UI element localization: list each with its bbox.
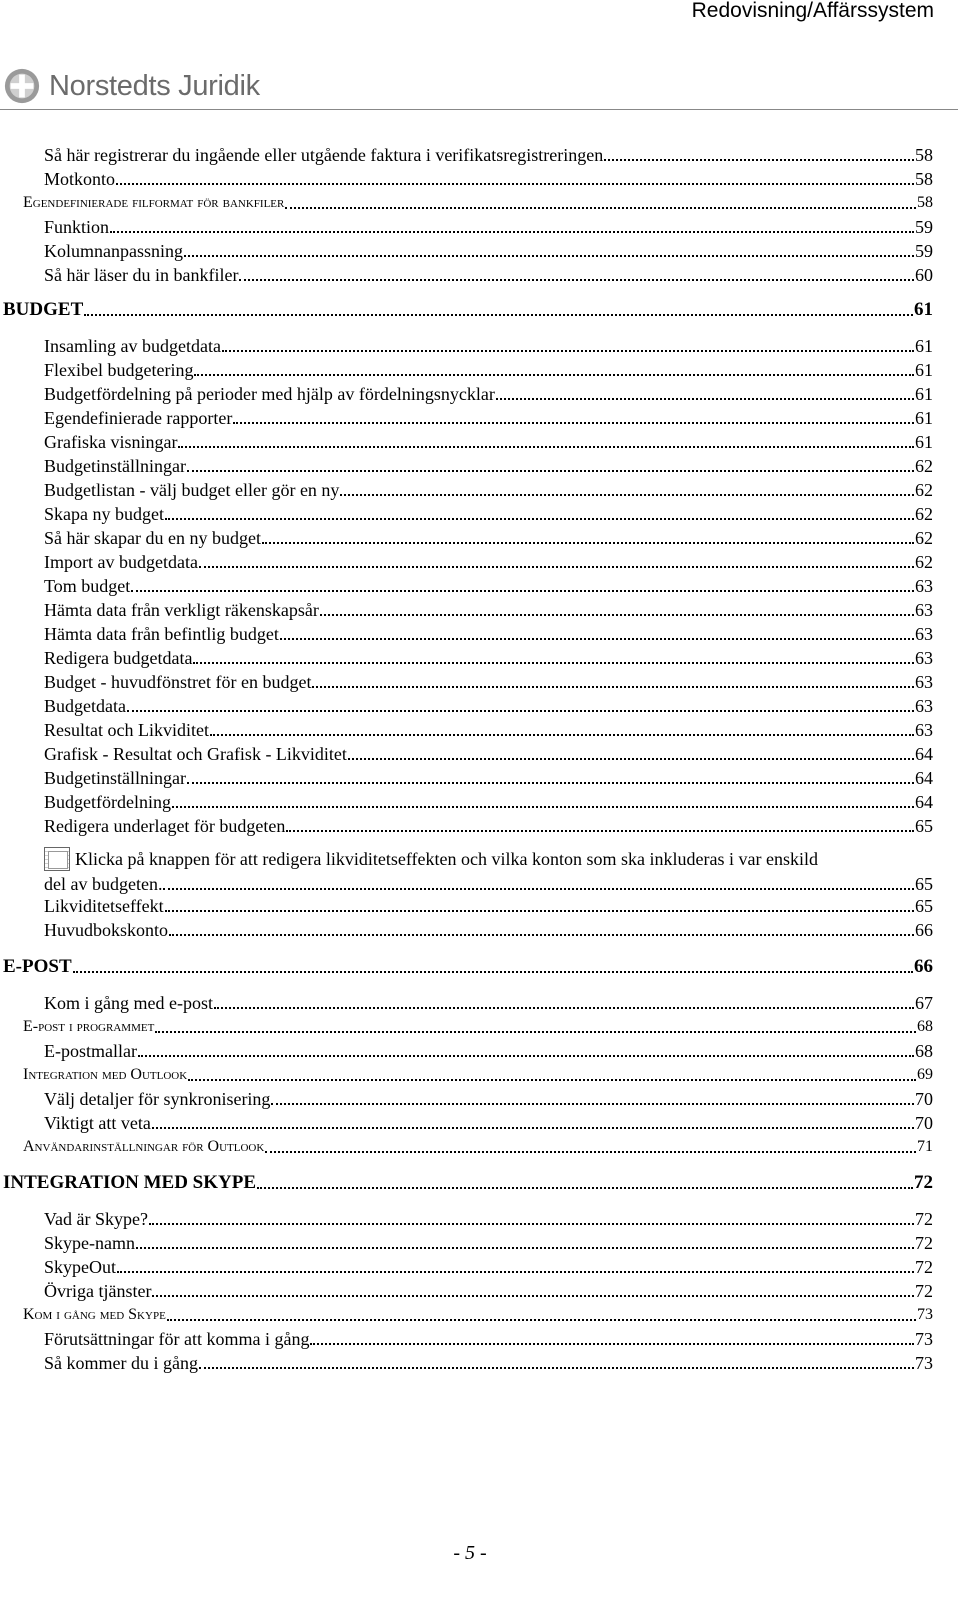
toc-entry[interactable]	[44, 406, 933, 430]
toc-entry-title: Redigera underlaget för budgeten	[44, 816, 286, 836]
toc-entry[interactable]	[44, 334, 933, 358]
toc-entry-title: Så här läser du in bankfiler	[44, 265, 239, 285]
toc-entry-page: 64	[915, 768, 933, 788]
dot-leader	[136, 1247, 914, 1249]
toc-entry-title: Flexibel budgetering	[44, 360, 194, 380]
toc-entry-title: Välj detaljer för synkronisering	[44, 1089, 271, 1109]
toc-entry-title: Integration med Outlook	[23, 1066, 188, 1083]
dot-leader	[199, 566, 914, 568]
dot-leader	[152, 1127, 914, 1129]
dot-leader	[169, 934, 914, 936]
dot-leader	[285, 207, 916, 209]
toc-entry-title: Funktion	[44, 217, 110, 237]
dot-leader	[178, 446, 914, 448]
toc-entry[interactable]	[44, 478, 933, 502]
toc-entry-title: Förutsättningar för att komma i gång	[44, 1329, 310, 1349]
toc-entry-page: 68	[915, 1041, 933, 1061]
toc-entry-page: 58	[915, 145, 933, 165]
dot-leader	[127, 710, 914, 712]
toc-entry-page: 73	[915, 1329, 933, 1349]
toc-entry-title: INTEGRATION MED SKYPE	[3, 1172, 257, 1193]
toc-entry[interactable]	[44, 646, 933, 670]
toc-entry-title: Budgetfördelning	[44, 792, 171, 812]
dot-leader	[184, 255, 914, 257]
toc-entry-page: 64	[915, 744, 933, 764]
toc-entry-page: 62	[915, 552, 933, 572]
toc-entry-title: Motkonto	[44, 169, 116, 189]
toc-entry[interactable]	[44, 814, 933, 838]
toc-entry-title: Insamling av budgetdata	[44, 336, 221, 356]
toc-entry-page: 71	[917, 1138, 933, 1155]
toc-entry[interactable]	[44, 550, 933, 574]
dot-leader	[312, 686, 914, 688]
toc-entry-title: E-post i programmet	[23, 1018, 155, 1035]
toc-entry-title: Vad är Skype?	[44, 1209, 148, 1229]
dot-leader	[163, 888, 914, 890]
toc-entry[interactable]	[44, 526, 933, 550]
toc-entry[interactable]	[44, 622, 933, 646]
toc-entry-page: 59	[915, 217, 933, 237]
toc-chapter-entry[interactable]	[3, 1171, 933, 1195]
toc-entry[interactable]	[44, 215, 933, 239]
toc-entry-page: 73	[917, 1306, 933, 1323]
toc-entry[interactable]	[44, 742, 933, 766]
toc-entry-page: 68	[917, 1018, 933, 1035]
toc-entry-title: Skype-namn	[44, 1233, 135, 1253]
toc-entry[interactable]	[44, 1255, 933, 1279]
toc-entry-page: 63	[915, 576, 933, 596]
toc-entry[interactable]	[44, 454, 933, 478]
toc-entry-page: 70	[915, 1113, 933, 1133]
dot-leader	[187, 782, 914, 784]
toc-section-entry[interactable]	[23, 1063, 933, 1087]
dot-leader	[155, 1031, 916, 1033]
dot-leader	[194, 374, 914, 376]
toc-entry[interactable]	[44, 143, 933, 167]
toc-entry[interactable]	[44, 263, 933, 287]
toc-entry-title: Kom i gång med e-post	[44, 993, 213, 1013]
dot-leader	[210, 734, 914, 736]
toc-section-entry[interactable]	[23, 191, 933, 215]
toc-entry-title: Övriga tjänster	[44, 1281, 152, 1301]
toc-entry[interactable]	[44, 694, 933, 718]
toc-entry[interactable]	[44, 846, 933, 896]
toc-entry-title: Så här skapar du en ny budget	[44, 528, 261, 548]
toc-entry-page: 72	[914, 1172, 933, 1193]
toc-entry-title: Användarinställningar för Outlook	[23, 1138, 265, 1155]
toc-entry-title: Budgetlistan - välj budget eller gör en ny	[44, 480, 340, 500]
toc-entry-page: 69	[917, 1066, 933, 1083]
toc-entry-page: 62	[915, 528, 933, 548]
dot-leader	[193, 662, 914, 664]
toc-entry[interactable]	[44, 167, 933, 191]
toc-entry-title: E-POST	[3, 956, 72, 977]
toc-entry-page: 61	[915, 336, 933, 356]
toc-entry[interactable]	[44, 766, 933, 790]
toc-entry-page: 63	[915, 624, 933, 644]
toc-entry-page: 61	[915, 360, 933, 380]
toc-entry[interactable]	[44, 382, 933, 406]
dot-leader	[110, 231, 914, 233]
toc-entry[interactable]	[44, 918, 933, 942]
toc-entry-page: 61	[915, 432, 933, 452]
toc-entry-page: 58	[915, 169, 933, 189]
toc-entry[interactable]	[44, 358, 933, 382]
toc-entry-page: 63	[915, 696, 933, 716]
dot-leader	[73, 971, 913, 973]
toc-entry-title: Egendefinierade filformat för bankfiler	[23, 194, 285, 211]
dot-leader	[214, 1007, 914, 1009]
toc-entry-title: Så kommer du i gång	[44, 1353, 198, 1373]
toc-entry-page: 65	[915, 874, 933, 894]
toc-entry-title: Kom i gång med Skype	[23, 1306, 166, 1323]
toc-entry-title: Hämta data från befintlig budget	[44, 624, 279, 644]
toc-entry-page: 63	[915, 720, 933, 740]
dot-leader	[117, 1271, 914, 1273]
toc-entry-title: Budgetdata	[44, 696, 126, 716]
dot-leader	[271, 1103, 914, 1105]
dot-leader	[149, 1223, 914, 1225]
toc-entry-title: Budgetinställningar	[44, 456, 186, 476]
toc-entry-title: Skapa ny budget	[44, 504, 164, 524]
toc-entry-page: 72	[915, 1209, 933, 1229]
dot-leader	[340, 494, 914, 496]
toc-entry-page: 72	[915, 1233, 933, 1253]
dot-leader	[152, 1295, 914, 1297]
toc-entry-page: 62	[915, 504, 933, 524]
toc-entry-page: 67	[915, 993, 933, 1013]
page-number: - 5 -	[453, 1542, 487, 1564]
toc-entry[interactable]	[44, 239, 933, 263]
dot-leader	[84, 314, 913, 316]
toc-entry-page: 59	[915, 241, 933, 261]
toc-entry-title: Kolumnanpassning	[44, 241, 183, 261]
dot-leader	[199, 1367, 914, 1369]
toc-entry[interactable]	[44, 1351, 933, 1375]
logo-wordmark: Norstedts Juridik	[49, 69, 260, 102]
toc-entry-title: E-postmallar	[44, 1041, 137, 1061]
toc-entry-page: 72	[915, 1257, 933, 1277]
toc-entry-page: 58	[917, 194, 933, 211]
toc-entry[interactable]	[44, 502, 933, 526]
toc-entry-page: 60	[915, 265, 933, 285]
dot-leader	[233, 422, 914, 424]
toc-entry-title: BUDGET	[3, 299, 84, 320]
toc-entry-title: Budgetfördelning på perioder med hjälp av fördelningsnycklar	[44, 384, 495, 404]
toc-entry-title: Tom budget	[44, 576, 131, 596]
toc-entry-page: 65	[915, 896, 933, 916]
dot-leader	[187, 470, 914, 472]
running-header-title: Redovisning/Affärssystem	[691, 0, 934, 22]
toc-entry-title: Egendefinierade rapporter	[44, 408, 233, 428]
dot-leader	[604, 159, 914, 161]
toc-entry-title: Viktigt att veta	[44, 1113, 151, 1133]
toc-entry-page: 66	[914, 956, 933, 977]
toc-entry[interactable]	[44, 1207, 933, 1231]
toc-entry[interactable]	[44, 1231, 933, 1255]
toc-section-entry[interactable]	[23, 1015, 933, 1039]
toc-entry-page: 61	[915, 384, 933, 404]
toc-entry[interactable]	[44, 790, 933, 814]
toc-entry-title: Så här registrerar du ingående eller utgående faktura i verifikatsregistreringen	[44, 145, 604, 165]
toc-entry-title: Budgetinställningar	[44, 768, 186, 788]
toc-entry-title: Likviditetseffekt	[44, 896, 164, 916]
dot-leader	[131, 590, 914, 592]
toc-entry-title-continued: del av budgeten.	[44, 874, 163, 894]
dot-leader	[286, 830, 914, 832]
toc-entry-page: 66	[915, 920, 933, 940]
toc-entry-title: Import av budgetdata	[44, 552, 198, 572]
toc-entry-title: Budget - huvudfönstret för en budget	[44, 672, 312, 692]
toc-entry-title: Huvudbokskonto	[44, 920, 169, 940]
toc-entry-page: 70	[915, 1089, 933, 1109]
dot-leader	[239, 279, 914, 281]
dot-leader	[310, 1343, 914, 1345]
toc-entry-title: Grafiska visningar	[44, 432, 178, 452]
toc-entry[interactable]	[44, 1039, 933, 1063]
dot-leader	[188, 1079, 916, 1081]
dot-leader	[348, 758, 914, 760]
toc-entry[interactable]	[44, 1087, 933, 1111]
toc-section-entry[interactable]	[23, 1135, 933, 1159]
toc-entry-page: 64	[915, 792, 933, 812]
toc-entry-title: Resultat och Likviditet	[44, 720, 209, 740]
toc-entry-page: 73	[915, 1353, 933, 1373]
dot-leader	[165, 910, 914, 912]
dot-leader	[116, 183, 914, 185]
toc-entry[interactable]	[44, 894, 933, 918]
toc-entry[interactable]	[44, 430, 933, 454]
toc-entry[interactable]	[44, 1279, 933, 1303]
toc-entry[interactable]	[44, 670, 933, 694]
toc-entry-page: 63	[915, 600, 933, 620]
toc-entry-page: 63	[915, 648, 933, 668]
dot-leader	[262, 542, 914, 544]
toc-chapter-entry[interactable]	[3, 298, 933, 322]
toc-entry[interactable]	[44, 598, 933, 622]
dot-leader	[138, 1055, 914, 1057]
toc-entry-page: 62	[915, 480, 933, 500]
note-icon	[44, 847, 70, 871]
dot-leader	[265, 1151, 916, 1153]
toc-entry-page: 65	[915, 816, 933, 836]
dot-leader	[280, 638, 914, 640]
toc-entry[interactable]	[44, 1111, 933, 1135]
toc-entry[interactable]	[44, 991, 933, 1015]
toc-entry-page: 72	[915, 1281, 933, 1301]
dot-leader	[172, 806, 914, 808]
toc-entry-title: Hämta data från verkligt räkenskapsår	[44, 600, 319, 620]
toc-chapter-entry[interactable]	[3, 955, 933, 979]
toc-section-entry[interactable]	[23, 1303, 933, 1327]
dot-leader	[257, 1187, 913, 1189]
dot-leader	[165, 518, 914, 520]
toc-entry[interactable]	[44, 1327, 933, 1351]
toc-entry-title: Klicka på knappen för att redigera likviditetseffekten och vilka konton som ska inkluderas i var enskild	[75, 849, 818, 869]
toc-entry-title: Grafisk - Resultat och Grafisk - Likviditet	[44, 744, 347, 764]
toc-entry-title: Redigera budgetdata	[44, 648, 193, 668]
toc-entry[interactable]	[44, 718, 933, 742]
toc-entry[interactable]	[44, 574, 933, 598]
toc-entry-title: SkypeOut	[44, 1257, 116, 1277]
dot-leader	[222, 350, 914, 352]
dot-leader	[496, 398, 914, 400]
toc-entry-page: 61	[914, 299, 933, 320]
dot-leader	[167, 1319, 916, 1321]
dot-leader	[320, 614, 914, 616]
toc-entry-page: 63	[915, 672, 933, 692]
toc-entry-page: 62	[915, 456, 933, 476]
toc-entry-page: 61	[915, 408, 933, 428]
